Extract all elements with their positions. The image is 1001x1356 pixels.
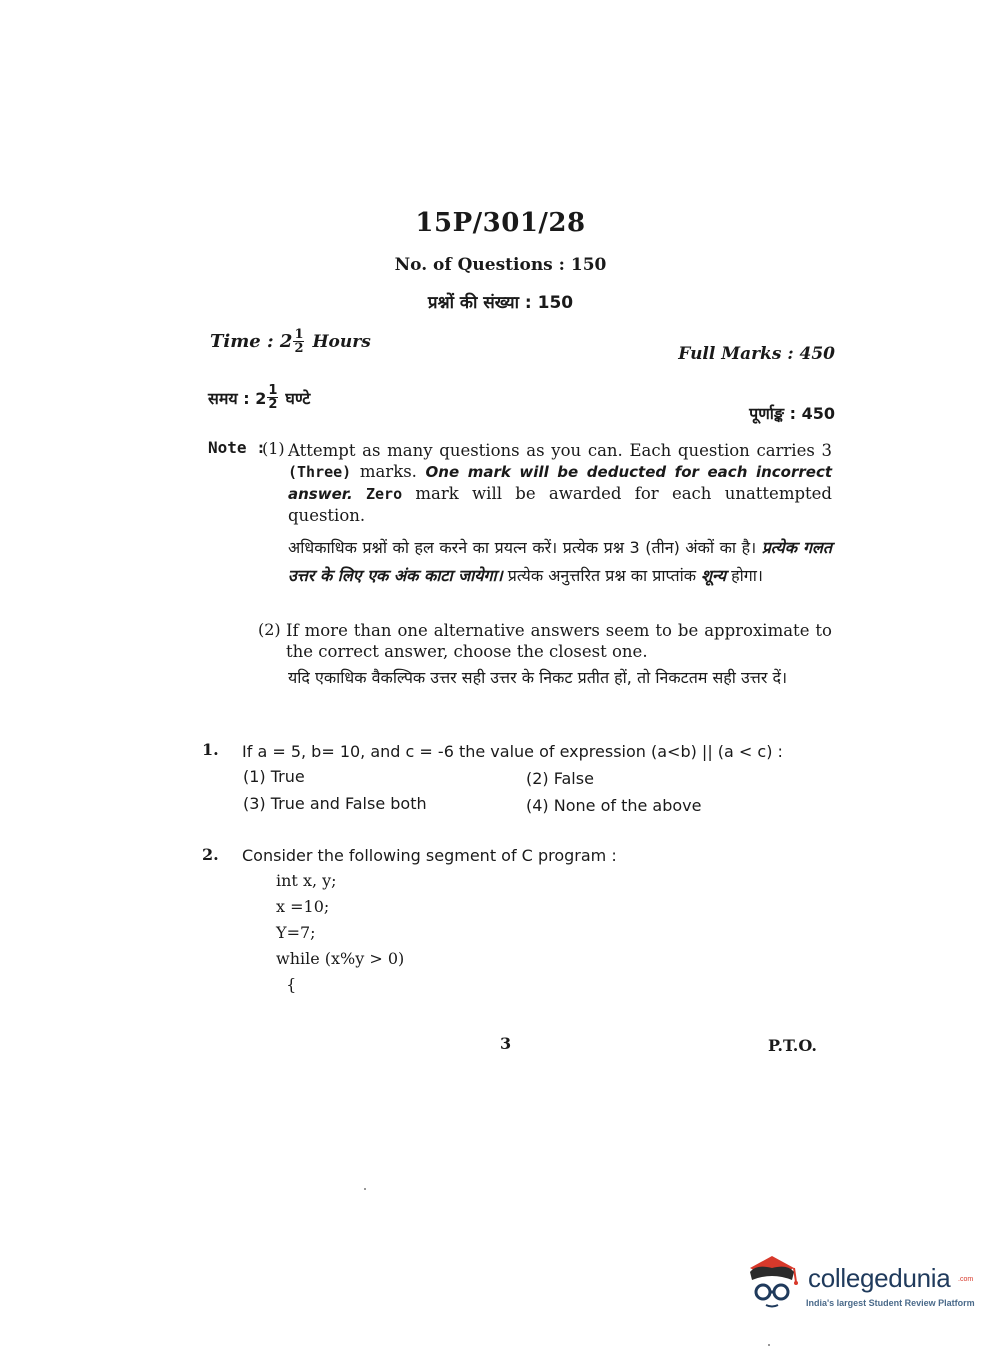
note-1-hi-c: प्रत्येक अनुत्तरित प्रश्न का प्राप्तांक xyxy=(502,566,702,585)
question-count-en: No. of Questions : 150 xyxy=(394,255,607,275)
time-en-num: 1 xyxy=(294,327,304,342)
time-en-den: 2 xyxy=(294,341,304,356)
question-count-hi: प्रश्नों की संख्या : 150 xyxy=(427,293,574,313)
time-hi-fraction xyxy=(267,384,278,411)
question-1-option-4: (4) None of the above xyxy=(526,796,702,815)
time-en-suffix: Hours xyxy=(312,331,371,352)
full-marks-hi: पूर्णाङ्क : 450 xyxy=(749,404,835,423)
note-1-text-c: marks. xyxy=(351,462,426,481)
note-1-text-a: Attempt as many questions as you can. Each question carries 3 xyxy=(288,441,832,460)
question-2-number: 2. xyxy=(202,845,219,864)
time-hi-den: 2 xyxy=(268,397,278,412)
note-2-english: If more than one alternative answers seem to be approximate to the correct answer, choose the closest one. xyxy=(286,621,832,661)
time-hi-prefix: समय : 2 xyxy=(208,388,267,408)
note-2-number: (2) xyxy=(258,620,281,639)
time-en-fraction xyxy=(293,328,304,355)
time-hi-num: 1 xyxy=(268,383,278,398)
logo-tagline: India's largest Student Review Platform xyxy=(806,1298,975,1308)
code-line-5: { xyxy=(276,975,297,994)
scan-speck xyxy=(364,1188,366,1190)
note-2-hindi: यदि एकाधिक वैकल्पिक उत्तर सही उत्तर के निकट प्रतीत हों, तो निकटतम सही उत्तर दें। xyxy=(288,668,788,687)
time-hi xyxy=(208,384,310,411)
note-1-text-b: (Three) xyxy=(288,463,352,481)
question-1-number: 1. xyxy=(202,740,219,759)
note-1-hindi xyxy=(288,534,832,590)
time-en-prefix: Time : 2 xyxy=(210,331,293,352)
note-1-hi-a: अधिकाधिक प्रश्नों को हल करने का प्रयत्न करें। प्रत्येक प्रश्न 3 (तीन) अंकों का है। xyxy=(288,538,762,557)
scan-speck xyxy=(768,1344,770,1346)
note-1-english xyxy=(288,440,832,526)
note-label: Note : xyxy=(208,438,266,457)
note-1-text-d: One mark will be deducted for each incorrect answer. xyxy=(288,463,833,503)
question-1-option-2: (2) False xyxy=(526,769,594,788)
full-marks-en: Full Marks : 450 xyxy=(678,344,835,364)
logo-com: .com xyxy=(958,1276,974,1283)
paper-code: 15P/301/28 xyxy=(415,208,586,238)
code-line-4: while (x%y > 0) xyxy=(276,949,405,968)
time-hi-suffix: घण्टे xyxy=(285,388,311,408)
code-line-1: int x, y; xyxy=(276,871,337,890)
note-1-hi-e: होगा। xyxy=(725,566,763,585)
time-en xyxy=(210,328,371,355)
pto-label: P.T.O. xyxy=(768,1036,817,1055)
code-line-3: Y=7; xyxy=(276,923,316,942)
logo-wordmark: collegedunia xyxy=(808,1263,951,1293)
note-1-text-f: mark will be awarded for each unattempted question. xyxy=(288,484,832,525)
question-1-option-1: (1) True xyxy=(243,767,305,786)
note-1-hi-b: प्रत्येक गलत उत्तर के लिए एक अंक काटा जायेगा। xyxy=(288,538,832,585)
question-1-text: If a = 5, b= 10, and c = -6 the value of expression (a<b) || (a < c) : xyxy=(242,742,783,761)
note-1-number: (1) xyxy=(262,439,285,458)
code-line-2: x =10; xyxy=(276,897,330,916)
note-1-text-e: Zero xyxy=(366,485,403,503)
question-2-text: Consider the following segment of C program : xyxy=(242,846,617,865)
question-1-option-3: (3) True and False both xyxy=(243,794,427,813)
page-number: 3 xyxy=(500,1034,512,1053)
note-1-hi-d: शून्य xyxy=(701,566,726,585)
